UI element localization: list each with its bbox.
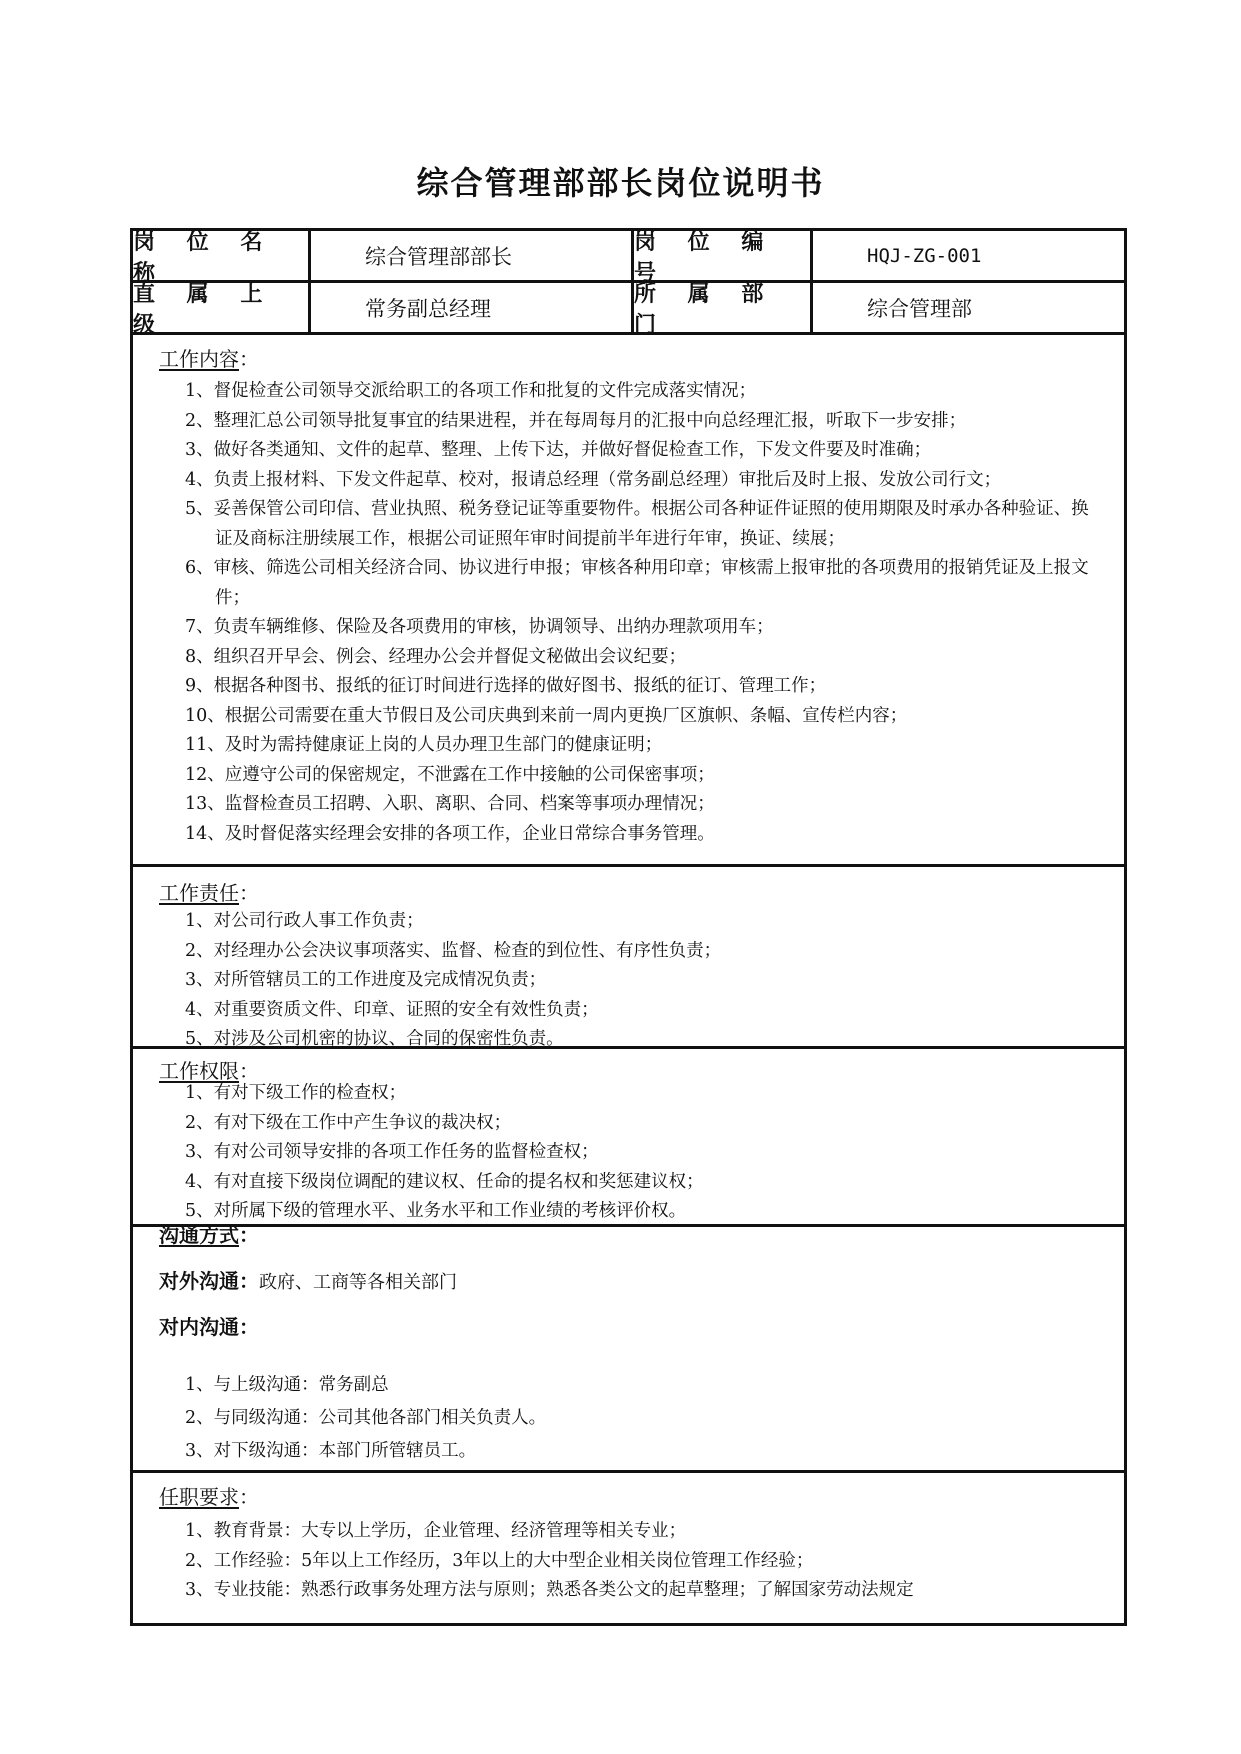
section-title: 沟通方式： xyxy=(159,1223,259,1247)
section-communication xyxy=(133,1223,1124,1473)
internal-communication-list xyxy=(185,1369,1106,1468)
list-item: 2、整理汇总公司领导批复事宜的结果进程，并在每周每月的汇报中向总经理汇报，听取下一步安排； xyxy=(185,410,967,431)
list-item: 13、监督检查员工招聘、入职、离职、合同、档案等事项办理情况； xyxy=(185,794,715,814)
list-item: 14、及时督促落实经理会安排的各项工作，企业日常综合事务管理。 xyxy=(185,823,715,844)
external-communication xyxy=(159,1265,457,1294)
list-item: 4、负责上报材料、下发文件起草、校对，报请总经理（常务副总经理）审批后及时上报、发放公司行文； xyxy=(185,469,1002,490)
external-communication-label: 对外沟通： xyxy=(159,1269,259,1293)
section-title: 工作责任： xyxy=(159,881,259,905)
section-work-authority xyxy=(133,1049,1124,1227)
document-title: 综合管理部部长岗位说明书 xyxy=(416,164,825,202)
internal-communication-label: 对内沟通： xyxy=(159,1315,259,1339)
job-description-table xyxy=(130,228,1127,1626)
section-requirements xyxy=(133,1473,1124,1623)
department-value: 综合管理部 xyxy=(867,296,972,321)
list-item: 5、妥善保管公司印信、营业执照、税务登记证等重要物件。根据公司各种证件证照的使用期限及时承办各种验证、换证及商标注册续展工作，根据公司证照年审时间提前半年进行年审，换证、续展； xyxy=(185,499,1089,549)
list-item: 1、督促检查公司领导交派给职工的各项工作和批复的文件完成落实情况； xyxy=(185,381,757,401)
list-item: 3、对下级沟通：本部门所管辖员工。 xyxy=(185,1441,477,1461)
list-item: 3、专业技能：熟悉行政事务处理方法与原则；熟悉各类公文的起草整理；了解国家劳动法规定 xyxy=(185,1580,914,1600)
list-item: 4、对重要资质文件、印章、证照的安全有效性负责； xyxy=(185,999,599,1020)
internal-communication xyxy=(159,1311,259,1340)
list-item: 8、组织召开早会、例会、经理办公会并督促文秘做出会议纪要； xyxy=(185,646,687,667)
department-label: 所 属 部 门 xyxy=(634,281,776,338)
list-item: 2、工作经验：5年以上工作经历，3年以上的大中型企业相关岗位管理工作经验； xyxy=(185,1550,814,1571)
superior-label: 直 属 上 级 xyxy=(133,281,275,338)
list-item: 11、及时为需持健康证上岗的人员办理卫生部门的健康证明； xyxy=(185,735,663,755)
section-title: 工作权限： xyxy=(159,1059,259,1083)
list-item: 5、对所属下级的管理水平、业务水平和工作业绩的考核评价权。 xyxy=(185,1201,687,1221)
section-title: 任职要求： xyxy=(159,1485,259,1509)
work-authority-list xyxy=(185,1079,1106,1227)
superior-value: 常务副总经理 xyxy=(365,296,491,321)
external-communication-value: 政府、工商等各相关部门 xyxy=(259,1272,457,1293)
work-responsibility-list xyxy=(185,907,1106,1055)
list-item: 2、与同级沟通：公司其他各部门相关负责人。 xyxy=(185,1408,547,1428)
list-item: 3、做好各类通知、文件的起草、整理、上传下达，并做好督促检查工作，下发文件要及时准确； xyxy=(185,440,932,460)
list-item: 3、对所管辖员工的工作进度及完成情况负责； xyxy=(185,970,547,990)
requirements-list xyxy=(185,1517,1106,1606)
list-item: 12、应遵守公司的保密规定，不泄露在工作中接触的公司保密事项； xyxy=(185,764,715,785)
section-title: 工作内容： xyxy=(159,347,259,371)
header-row-superior xyxy=(133,281,1124,338)
list-item: 2、对经理办公会决议事项落实、监督、检查的到位性、有序性负责； xyxy=(185,940,722,961)
list-item: 1、有对下级工作的检查权； xyxy=(185,1083,407,1103)
list-item: 7、负责车辆维修、保险及各项费用的审核，协调领导、出纳办理款项用车； xyxy=(185,617,774,637)
work-content-list xyxy=(185,377,1106,849)
position-name-label: 岗 位 名 称 xyxy=(133,229,275,286)
list-item: 3、有对公司领导安排的各项工作任务的监督检查权； xyxy=(185,1142,599,1162)
list-item: 4、有对直接下级岗位调配的建议权、任命的提名权和奖惩建议权； xyxy=(185,1171,704,1192)
list-item: 9、根据各种图书、报纸的征订时间进行选择的做好图书、报纸的征订、管理工作； xyxy=(185,676,827,696)
list-item: 1、对公司行政人事工作负责； xyxy=(185,911,424,931)
list-item: 2、有对下级在工作中产生争议的裁决权； xyxy=(185,1112,512,1133)
position-name-value: 综合管理部部长 xyxy=(365,244,512,269)
section-work-responsibility xyxy=(133,867,1124,1049)
header-row-position xyxy=(133,229,1124,286)
position-code-value: HQJ-ZG-001 xyxy=(867,244,982,267)
list-item: 1、与上级沟通：常务副总 xyxy=(185,1375,389,1395)
list-item: 6、审核、筛选公司相关经济合同、协议进行申报；审核各种用印章；审核需上报审批的各项费用的报销凭证及上报文件； xyxy=(185,558,1089,608)
section-work-content xyxy=(133,335,1124,867)
list-item: 1、教育背景：大专以上学历，企业管理、经济管理等相关专业； xyxy=(185,1521,687,1541)
list-item: 5、对涉及公司机密的协议、合同的保密性负责。 xyxy=(185,1029,564,1049)
position-code-label: 岗 位 编 号 xyxy=(634,229,776,286)
list-item: 10、根据公司需要在重大节假日及公司庆典到来前一周内更换厂区旗帜、条幅、宣传栏内容； xyxy=(185,705,908,726)
